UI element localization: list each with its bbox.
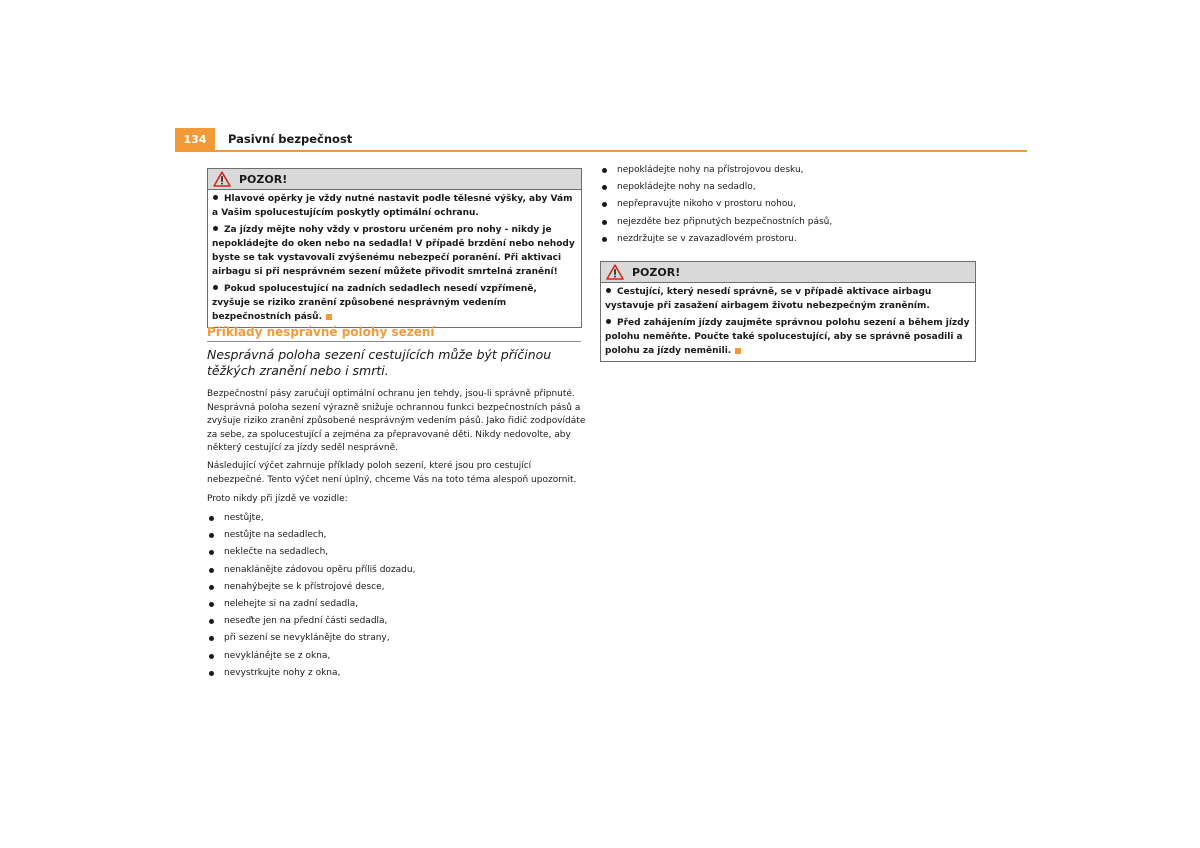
bullet-icon	[602, 202, 607, 207]
list-item-text: nevystrkujte nohy z okna,	[224, 667, 341, 678]
bullet-icon	[606, 288, 611, 293]
warning-item-text: Před zahájením jízdy zaujměte správnou polohu sezení a během jízdy polohu neměňte. Poučte také spolucestující, aby se správně posadili a polohu za jízdy neměnili.	[605, 318, 970, 356]
list-item	[600, 179, 980, 196]
bullet-icon	[606, 319, 611, 324]
list-item	[207, 544, 587, 561]
warning-item	[605, 285, 971, 313]
list-item-text: nestůjte,	[224, 513, 264, 523]
warning-box	[600, 261, 976, 362]
list-item	[207, 579, 587, 596]
bullet-icon	[602, 185, 607, 190]
bullet-icon	[602, 237, 607, 242]
warning-item-text: Za jízdy mějte nohy vždy v prostoru určeném pro nohy - nikdy je nepokládejte do oken nebo na sedadla! V případě brzdění nebo nehody byste se tak vystavovali zvýšenému nebezpečí poranění. Při aktivaci airbagu si při nesprávném sezení můžete přivodit smrtelná zranění!	[212, 225, 575, 277]
bullet-icon	[209, 654, 214, 659]
list-item-text: nestůjte na sedadlech,	[224, 530, 327, 541]
bullet-list-right	[600, 162, 980, 248]
list-item	[207, 510, 587, 527]
warning-triangle-icon	[606, 264, 624, 280]
warning-header	[208, 169, 581, 190]
list-item-text: nelehejte si na zadní sedadla,	[224, 598, 359, 609]
warning-item	[212, 282, 577, 324]
list-item	[207, 630, 587, 647]
section-title: Pasivní bezpečnost	[228, 132, 353, 146]
warning-item	[605, 316, 971, 358]
body-paragraph: Následující výčet zahrnuje příklady poloh sezení, které jsou pro cestující nebezpečné. Tento výčet není úplný, chceme Vás na toto téma alespoň upozornit.	[207, 461, 577, 485]
warning-body	[601, 283, 975, 361]
warning-body	[208, 190, 581, 327]
warning-item-text: Pokud spolucestující na zadních sedadlech nesedí vzpřímeně, zvyšuje se riziko zranění způsobené nesprávným vedením bezpečnostních pásů.	[212, 284, 537, 322]
list-item	[600, 231, 980, 248]
list-item-text: nevyklánějte se z okna,	[224, 650, 331, 661]
list-item-text: nenahýbejte se k přístrojové desce,	[224, 581, 385, 592]
list-item-text: neseďte jen na přední části sedadla,	[224, 616, 388, 627]
list-item	[207, 613, 587, 630]
list-item-text: nepokládejte nohy na přístrojovou desku,	[617, 165, 804, 175]
warning-header	[601, 262, 975, 283]
bullet-icon	[209, 671, 214, 676]
bullet-icon	[209, 550, 214, 555]
body-paragraph: Bezpečnostní pásy zaručují optimální ochranu jen tehdy, jsou-li správně připnuté. Nesprávná poloha sezení výrazně snižuje ochrannou funkci bezpečnostních pásů a zvyšuje riziko zranění způsobené nesprávným vedením pásů. Jako řidič zodpovídáte za sebe, za spolucestující a zejména za přepravované děti. Nikdy nedovolte, aby některý cestující za jízdy seděl nesprávně.	[207, 389, 586, 453]
warning-item-text: Hlavové opěrky je vždy nutné nastavit podle tělesné výšky, aby Vám a Vašim spolucestujícím poskytly optimální ochranu.	[212, 194, 573, 218]
bullet-icon	[602, 168, 607, 173]
bullet-icon	[209, 636, 214, 641]
list-item	[600, 214, 980, 231]
list-item-text: při sezení se nevyklánějte do strany,	[224, 633, 390, 644]
list-item-text: neklečte na sedadlech,	[224, 547, 329, 558]
bullet-icon	[209, 533, 214, 538]
warning-title: POZOR!	[632, 265, 681, 279]
list-item	[207, 665, 587, 682]
bullet-icon	[209, 619, 214, 624]
list-item-text: nepokládejte nohy na sedadlo,	[617, 182, 756, 193]
warning-title: POZOR!	[239, 172, 288, 186]
bullet-icon	[213, 226, 218, 231]
warning-item-text: Cestující, který nesedí správně, se v případě aktivace airbagu vystavuje při zasažení airbagem životu nebezpečným zraněním.	[605, 287, 932, 311]
list-item	[600, 162, 980, 179]
bullet-icon	[213, 285, 218, 290]
warning-item	[212, 223, 577, 279]
list-item-text: nezdržujte se v zavazadlovém prostoru.	[617, 233, 797, 244]
end-square-icon	[326, 314, 332, 320]
warning-item	[212, 192, 577, 220]
list-item-text: nepřepravujte nikoho v prostoru nohou,	[617, 199, 796, 210]
bullet-icon	[209, 516, 214, 521]
list-item	[207, 527, 587, 544]
list-item-text: nejezděte bez připnutých bezpečnostních pásů,	[617, 216, 833, 227]
lead-text: Nesprávná poloha sezení cestujících může být příčinou těžkých zranění nebo i smrti.	[207, 347, 552, 378]
bullet-icon	[209, 568, 214, 573]
list-item	[207, 596, 587, 613]
list-item-text: nenaklánějte zádovou opěru příliš dozadu,	[224, 564, 416, 575]
page-header	[175, 128, 1027, 152]
warning-box	[207, 168, 582, 328]
end-square-icon	[735, 348, 741, 354]
page-number: 134	[175, 128, 215, 150]
list-item	[207, 562, 587, 579]
section-heading: Příklady nesprávné polohy sezení	[207, 325, 581, 342]
list-item	[600, 196, 980, 213]
bullet-icon	[209, 602, 214, 607]
bullet-icon	[602, 220, 607, 225]
bullet-icon	[209, 585, 214, 590]
bullet-list-left	[207, 510, 587, 682]
warning-triangle-icon	[213, 171, 231, 187]
bullet-icon	[213, 195, 218, 200]
body-paragraph: Proto nikdy při jízdě ve vozidle:	[207, 494, 348, 504]
list-item	[207, 648, 587, 665]
